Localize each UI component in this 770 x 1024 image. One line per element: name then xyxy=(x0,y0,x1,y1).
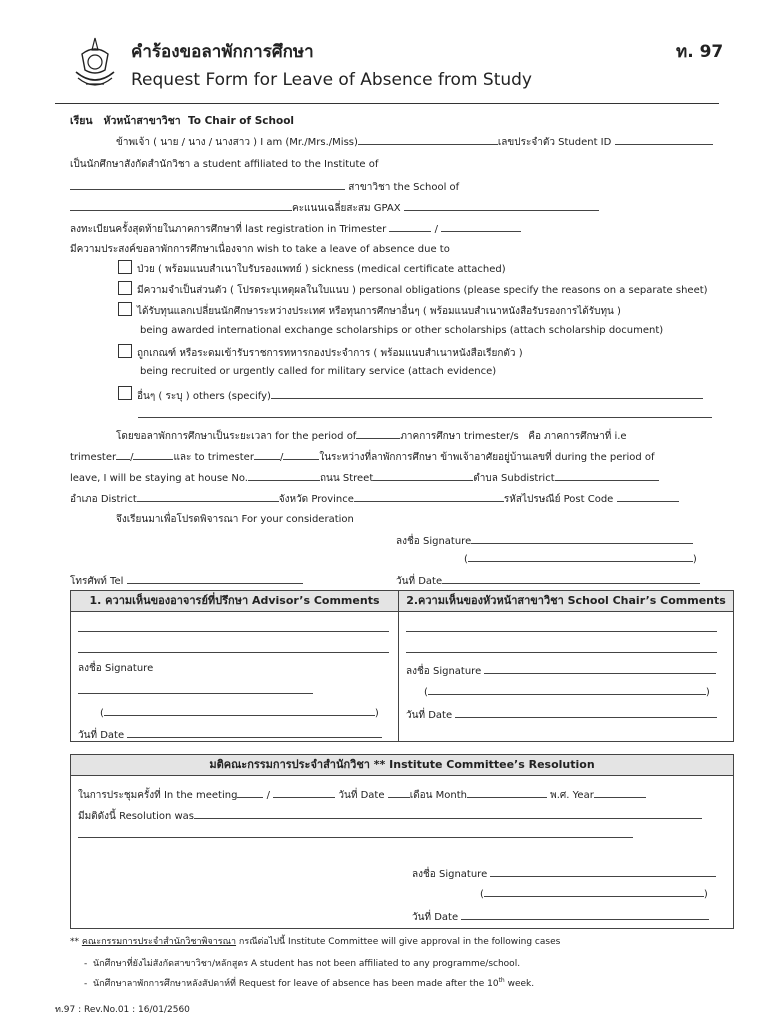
subdistrict-field[interactable] xyxy=(555,470,659,481)
advisor-name-line: ( ) xyxy=(100,705,379,719)
university-seal-logo xyxy=(72,36,118,94)
name-field[interactable] xyxy=(358,134,498,145)
to-trimester-field[interactable] xyxy=(254,449,280,460)
period-line: โดยขอลาพักการศึกษาเป็นระยะเวลา for the period of ภาคการศึกษา trimester/s คือ ภาคการศึกษาที่ i.e xyxy=(116,428,627,444)
tel-line: โทรศัพท์ Tel xyxy=(70,573,303,589)
reason-other-line: อื่นๆ ( ระบุ ) others (specify) xyxy=(137,388,703,404)
committee-date-line: วันที่ Date xyxy=(412,909,709,925)
reason-scholarship-label: ได้รับทุนแลกเปลี่ยนนักศึกษาระหว่างประเทศ หรือทุนการศึกษาอื่นๆ ( พร้อมแนบสำเนาหนังสือรับรองการได้รับทุน ) xyxy=(137,306,621,317)
meeting-day-field[interactable] xyxy=(388,787,410,798)
advisor-signature-label: ลงชื่อ Signature xyxy=(78,663,154,674)
chair-comments-header: 2.ความเห็นของหัวหน้าสาขาวิชา School Chair’s Comments xyxy=(399,591,733,612)
chair-date-field[interactable] xyxy=(455,707,717,718)
last-registration-line: ลงทะเบียนครั้งสุดท้ายในภาคการศึกษาที่ last registration in Trimester / xyxy=(70,221,521,237)
applicant-date-line: วันที่ Date xyxy=(396,573,700,589)
committee-resolution-box xyxy=(70,754,734,929)
institute-field[interactable] xyxy=(70,179,345,190)
chair-name-field[interactable] xyxy=(428,684,706,695)
trimester-line: trimester / และ to trimester / ในระหว่างที่ลาพักการศึกษา ข้าพเจ้าอาศัยอยู่บ้านเลขที่ during the period of xyxy=(70,449,655,465)
house-line: leave, I will be staying at house No. ถนน Street ตำบล Subdistrict xyxy=(70,470,659,486)
advisor-comment-line-1[interactable] xyxy=(78,631,389,632)
meeting-line: ในการประชุมครั้งที่ In the meeting / วันที่ Date เดือน Month พ.ศ. Year xyxy=(78,787,646,803)
last-trimester-field[interactable] xyxy=(389,221,431,232)
chair-comment-line-2[interactable] xyxy=(406,652,717,653)
reason-personal-label: มีความจำเป็นส่วนตัว ( โปรดระบุเหตุผลในใบแนบ ) personal obligations (please specify the reasons on a separate sheet) xyxy=(137,285,708,296)
resolution-field-2[interactable] xyxy=(78,837,633,838)
form-number: ท. 97 xyxy=(676,42,724,62)
advisor-signature-field[interactable] xyxy=(78,693,313,694)
reason-personal-checkbox[interactable] xyxy=(118,281,132,295)
period-count-field[interactable] xyxy=(356,428,400,439)
other-reason-field-2[interactable] xyxy=(138,417,712,418)
committee-signature-line: ลงชื่อ Signature xyxy=(412,866,716,882)
advisor-name-field[interactable] xyxy=(104,705,375,716)
institute-line: เป็นนักศึกษาสังกัดสำนักวิชา a student affiliated to the Institute of xyxy=(70,159,379,170)
advisor-comments-header: 1. ความเห็นของอาจารย์ที่ปรึกษา Advisor’s Comments xyxy=(71,591,398,612)
committee-name-field[interactable] xyxy=(484,886,704,897)
resolution-line: มีมติดังนี้ Resolution was xyxy=(78,808,702,824)
reason-military-sub: being recruited or urgently called for military service (attach evidence) xyxy=(140,366,497,377)
revision-footer: ท.97 : Rev.No.01 : 16/01/2560 xyxy=(55,1005,190,1015)
meeting-buddhist-year-field[interactable] xyxy=(594,787,646,798)
reason-sickness-checkbox[interactable] xyxy=(118,260,132,274)
from-year-field[interactable] xyxy=(133,449,173,460)
header-divider xyxy=(55,103,719,104)
note-after-week: - นักศึกษาลาพักการศึกษาหลังสัปดาห์ที่ Request for leave of absence has been made after the 10th week. xyxy=(84,977,535,989)
note-unaffiliated: - นักศึกษาที่ยังไม่สังกัดสาขาวิชา/หลักสูตร A student has not been affiliated to any programme/school. xyxy=(84,959,521,969)
reason-military-checkbox[interactable] xyxy=(118,344,132,358)
meeting-month-field[interactable] xyxy=(467,787,547,798)
meeting-year-field[interactable] xyxy=(273,787,335,798)
wish-line: มีความประสงค์ขอลาพักการศึกษาเนื่องจาก wish to take a leave of absence due to xyxy=(70,244,450,255)
last-year-field[interactable] xyxy=(441,221,521,232)
reason-other-checkbox[interactable] xyxy=(118,386,132,400)
applicant-signature-line: ลงชื่อ Signature xyxy=(396,533,693,549)
resolution-field[interactable] xyxy=(194,808,702,819)
reason-military-label: ถูกเกณฑ์ หรือระดมเข้ารับราชการทหารกองประจำการ ( พร้อมแนบสำเนาหนังสือเรียกตัว ) xyxy=(137,348,523,359)
street-field[interactable] xyxy=(373,470,473,481)
house-no-field[interactable] xyxy=(248,470,320,481)
chair-date-line: วันที่ Date xyxy=(406,707,717,723)
district-line: อำเภอ District จังหวัด Province รหัสไปรษณีย์ Post Code xyxy=(70,491,679,507)
district-field[interactable] xyxy=(137,491,279,502)
tel-field[interactable] xyxy=(127,573,303,584)
chair-comment-line-1[interactable] xyxy=(406,631,717,632)
advisor-date-field[interactable] xyxy=(127,727,382,738)
applicant-name-field[interactable] xyxy=(468,551,693,562)
name-line: ข้าพเจ้า ( นาย / นาง / นางสาว ) I am (Mr./Mrs./Miss) เลขประจำตัว Student ID xyxy=(116,134,713,150)
reason-sickness-label: ป่วย ( พร้อมแนบสำเนาใบรับรองแพทย์ ) sickness (medical certificate attached) xyxy=(137,264,506,275)
chair-name-line: ( ) xyxy=(424,684,710,698)
applicant-signature-field[interactable] xyxy=(471,533,693,544)
form-title-thai: คำร้องขอลาพักการศึกษา xyxy=(131,42,314,62)
chair-signature-line: ลงชื่อ Signature xyxy=(406,663,716,679)
other-reason-field[interactable] xyxy=(271,388,703,399)
school-field[interactable] xyxy=(70,200,292,211)
gpax-line: คะแนนเฉลี่ยสะสม GPAX xyxy=(70,200,599,216)
reason-scholarship-sub: being awarded international exchange scholarships or other scholarships (attach scholarship document) xyxy=(140,325,664,336)
addressee-line: เรียน หัวหน้าสาขาวิชา To Chair of School xyxy=(70,115,295,127)
form-title-english: Request Form for Leave of Absence from Study xyxy=(131,70,532,90)
committee-signature-field[interactable] xyxy=(490,866,716,877)
gpax-field[interactable] xyxy=(404,200,599,211)
meeting-no-field[interactable] xyxy=(237,787,263,798)
note-approval: ** คณะกรรมการประจำสำนักวิชาพิจารณา กรณีต่อไปนี้ Institute Committee will give approval in the following cases xyxy=(70,937,561,947)
reason-scholarship-checkbox[interactable] xyxy=(118,302,132,316)
postcode-field[interactable] xyxy=(617,491,679,502)
consideration-line: จึงเรียนมาเพื่อโปรดพิจารณา For your consideration xyxy=(116,514,354,525)
school-line: สาขาวิชา the School of xyxy=(70,179,459,195)
from-trimester-field[interactable] xyxy=(116,449,130,460)
advisor-date-line: วันที่ Date xyxy=(78,727,382,743)
province-field[interactable] xyxy=(354,491,504,502)
committee-date-field[interactable] xyxy=(461,909,709,920)
committee-header: มติคณะกรรมการประจำสำนักวิชา ** Institute Committee’s Resolution xyxy=(71,755,733,776)
applicant-name-line: ( ) xyxy=(464,551,697,565)
advisor-comment-line-2[interactable] xyxy=(78,652,389,653)
applicant-date-field[interactable] xyxy=(442,573,700,584)
committee-name-line: ( ) xyxy=(480,886,708,900)
chair-signature-field[interactable] xyxy=(484,663,716,674)
student-id-field[interactable] xyxy=(615,134,713,145)
to-year-field[interactable] xyxy=(283,449,319,460)
